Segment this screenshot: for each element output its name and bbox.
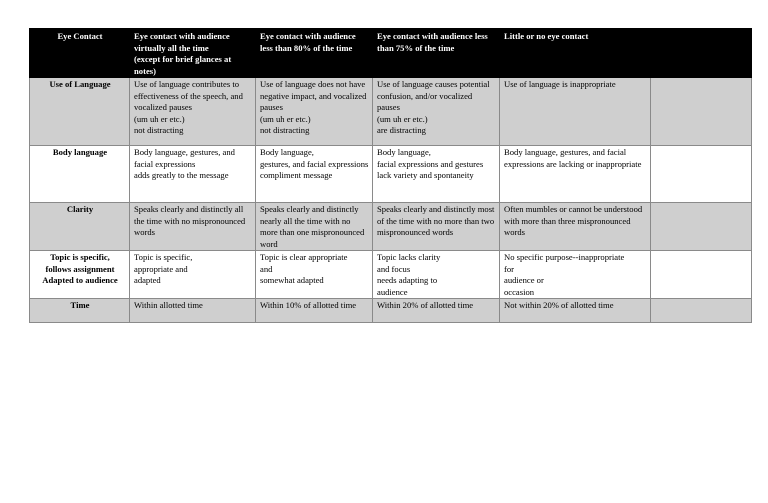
criterion-cell: Time: [30, 299, 130, 323]
table-cell: Often mumbles or cannot be understood with more than three mispronounced words: [500, 203, 651, 251]
table-cell: Body language, gestures, and facial expressions compliment message: [256, 146, 373, 203]
table-cell: Use of language contributes to effectiveness of the speech, and vocalized pauses (um uh er etc.) not distracting: [130, 78, 256, 146]
criterion-cell: Clarity: [30, 203, 130, 251]
table-cell: Speaks clearly and distinctly nearly all the time with no more than one mispronounced word: [256, 203, 373, 251]
header-cell-criterion: Eye Contact: [30, 29, 130, 78]
criterion-cell: Use of Language: [30, 78, 130, 146]
table-cell: [651, 146, 752, 203]
table-cell: Topic is specific, appropriate and adapted: [130, 251, 256, 299]
table-cell: Within 20% of allotted time: [373, 299, 500, 323]
header-row: [30, 29, 752, 78]
table-row-body-language: [30, 146, 752, 203]
table-cell: Within allotted time: [130, 299, 256, 323]
header-cell-empty: [651, 29, 752, 78]
table-cell: Body language, gestures, and facial expressions are lacking or inappropriate: [500, 146, 651, 203]
table-row-use-of-language: [30, 78, 752, 146]
table-cell: Use of language does not have negative impact, and vocalized pauses (um uh er etc.) not distracting: [256, 78, 373, 146]
table-row-time: [30, 299, 752, 323]
table-cell: Body language, gestures, and facial expressions adds greatly to the message: [130, 146, 256, 203]
header-cell-level-1: Eye contact with audience virtually all the time (except for brief glances at notes): [130, 29, 256, 78]
table-row-clarity: [30, 203, 752, 251]
table-row-topic: [30, 251, 752, 299]
header-cell-level-2: Eye contact with audience less than 80% of the time: [256, 29, 373, 78]
header-cell-level-3: Eye contact with audience less than 75% of the time: [373, 29, 500, 78]
table-cell: [651, 299, 752, 323]
table-cell: Topic is clear appropriate and somewhat adapted: [256, 251, 373, 299]
rubric-table: [29, 28, 752, 323]
table-cell: Speaks clearly and distinctly most of the time with no more than two mispronounced words: [373, 203, 500, 251]
header-cell-level-4: Little or no eye contact: [500, 29, 651, 78]
table-cell: Speaks clearly and distinctly all the time with no mispronounced words: [130, 203, 256, 251]
table-cell: Use of language causes potential confusion, and/or vocalized pauses (um uh er etc.) are distracting: [373, 78, 500, 146]
table-cell: Topic lacks clarity and focus needs adapting to audience: [373, 251, 500, 299]
table-cell: Body language, facial expressions and gestures lack variety and spontaneity: [373, 146, 500, 203]
table-cell: [651, 78, 752, 146]
table-cell: Use of language is inappropriate: [500, 78, 651, 146]
table-cell: Within 10% of allotted time: [256, 299, 373, 323]
table-cell: [651, 251, 752, 299]
criterion-cell: Topic is specific, follows assignment Adapted to audience: [30, 251, 130, 299]
table-cell: No specific purpose--inappropriate for audience or occasion: [500, 251, 651, 299]
criterion-cell: Body language: [30, 146, 130, 203]
table-cell: Not within 20% of allotted time: [500, 299, 651, 323]
table-cell: [651, 203, 752, 251]
